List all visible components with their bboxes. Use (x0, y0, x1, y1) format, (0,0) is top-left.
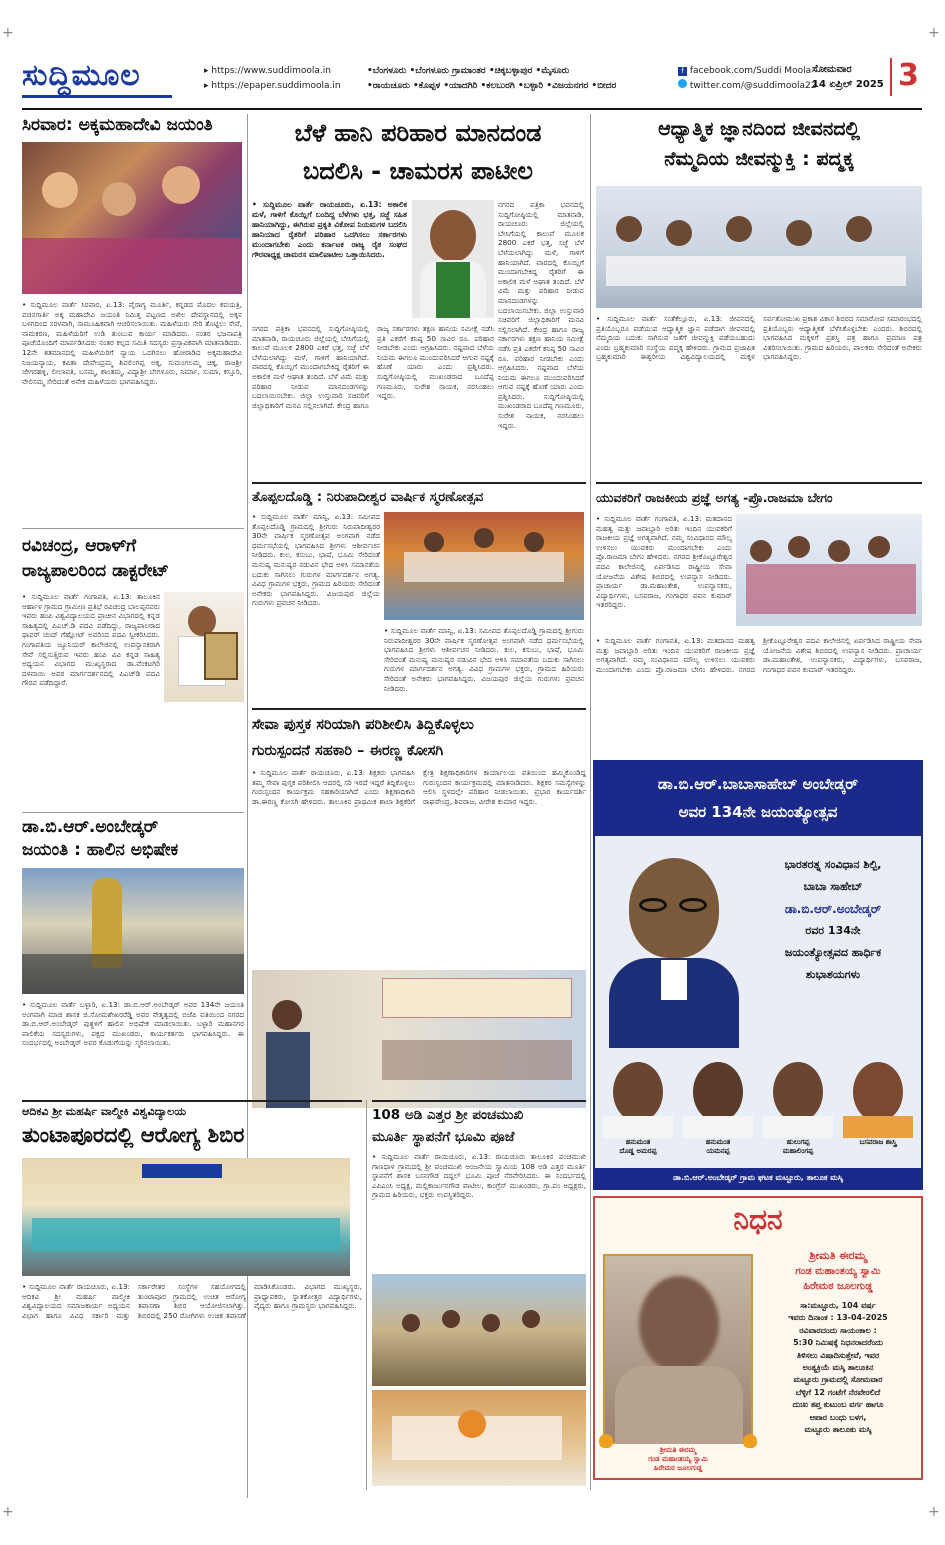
person-photo (412, 200, 494, 318)
website-links (204, 64, 341, 94)
lamp-icon (743, 1434, 757, 1448)
article-akkamahadevi (22, 114, 242, 386)
ad-title-line: ಅವರ 134ನೇ ಜಯಂತ್ಯೋತ್ಸವ (678, 803, 838, 821)
person-name: ಹುಲುಗಪ್ಪ (786, 1138, 810, 1146)
ad-line: ಭಾರತರತ್ನ ಸಂವಿಧಾನ ಶಿಲ್ಪಿ, (784, 858, 882, 871)
website-link[interactable]: ▸ https://www.suddimoola.in (204, 66, 331, 76)
person-photo (164, 592, 244, 702)
section-rule (252, 482, 586, 484)
person-name: ದೊಡ್ಡ ಅಮರಪ್ಪ (619, 1147, 657, 1155)
ad-person (599, 1052, 677, 1164)
section-rule (22, 528, 244, 529)
obit-line: ಬೆಳ್ಳಿಗೆ 12 ಗಂಟೆಗೆ ನೆರವೇರಲಿದೆ (795, 1387, 881, 1397)
headline: ತೊಪ್ಪಲದೊಡ್ಡಿ : ನಿರುಪಾದೀಶ್ವರ ವಾರ್ಷಿಕ ಸ್ಮರಣೋತ್ಸವ (252, 490, 484, 505)
article-body: • ಸುದ್ದಿಮೂಲ ವಾರ್ತೆ ರಾಯಚೂರು, ಏ.13: ರಾಯಚೂರು ತಾಲೂಕಿನ ಪಂಚಮುಖಿ ಗಾಣಧಾಳ ಗ್ರಾಮದಲ್ಲಿ ಶ್ರೀ ಪಂಚಮುಖಿ ಆಂಜನೇಯ ಸ್ವಾಮಿಯ 108 ಅಡಿ ಎತ್ತರ ಮೂರ್ತಿ ಸ್ಥಾಪನೆಗೆ ಶಾಸಕ ಬಸನಗೌಡ ದದ್ದಲ್ ಭೂಮಿ ಪೂಜೆ ನೆರವೇರಿಸಿದರು. ಈ ಸಂದರ್ಭದಲ್ಲಿ ಎಪಿಎಂಸಿ ಅಧ್ಯಕ್ಷ, ಮಲ್ಲಿಕಾರ್ಜುನಗೌಡ ಪಾಟೀಲ, ಕಾಂಗ್ರೆಸ್ ಮುಖಂಡರು, ಗ್ರಾ.ಪಂ ಅಧ್ಯಕ್ಷರು, ಗ್ರಾಮದ ಹಿರಿಯರು, ಭಕ್ತರು ಉಪಸ್ಥಿತರಿದ್ದರು. (372, 1152, 586, 1200)
person-name: ಯಮನಪ್ಪ (706, 1147, 730, 1155)
article-body: • ಸುದ್ದಿಮೂಲ ವಾರ್ತೆ ರಾಯಚೂರು, ಏ.13: ಆದಿಕವಿ ಶ್ರೀ ಮಹರ್ಷಿ ವಾಲ್ಮೀಕಿ ವಿಶ್ವವಿದ್ಯಾಲಯದ ಸಮಾಜಕಾರ್ಯ ಅಧ್ಯಯನ ವಿಭಾಗ ಹಾಗೂ ವಿವಿಧ ಸರ್ಕಾರಿ ಮತ್ತು ಸರ್ಕಾರೇತರ ಸಂಸ್ಥೆಗಳ ಸಹಯೋಗದಲ್ಲಿ ತುಂಟಾಪೂರ ಗ್ರಾಮದಲ್ಲಿ ಉಚಿತ ಆರೋಗ್ಯ ತಪಾಸಣಾ ಶಿಬಿರ ಆಯೋಜಿಸಲಾಗಿತ್ತು. ಶಿಬಿರದಲ್ಲಿ 250 ರೋಗಿಗಳು ಉಚಿತ ತಪಾಸಣೆ ಮಾಡಿಸಿಕೊಂಡರು. ವಿಭಾಗದ ಮುಖ್ಯಸ್ಥರು, ಪ್ರಾಧ್ಯಾಪಕರು, ಸ್ನಾತಕೋತ್ತರ ವಿದ್ಯಾರ್ಥಿಗಳು, ವೈದ್ಯರು ಹಾಗೂ ಗ್ರಾಮಸ್ಥರು ಭಾಗವಹಿಸಿದ್ದರು. (22, 1282, 362, 1320)
article-body: • ಸುದ್ದಿಮೂಲ ವಾರ್ತೆ ಸಂತೆಕೆಲ್ಲೂರು, ಏ.13: ಜೀವನದಲ್ಲಿ ಪ್ರತಿಯೊಬ್ಬರೂ ಪಡೆಯುವ ಆಧ್ಯಾತ್ಮಿಕ ಜ್ಞಾನ ಪಡೆದಾಗ ಜೀವನದಲ್ಲಿ ನೆಮ್ಮದಿಯ ಬದುಕು ಸಾಗಿಸುವ ಜತೆಗೆ ಜೀವನ್ಮುಕ್ತಿ ಪಡೆಯಬಹುದು ಎಂದು ಬ್ರಹ್ಮಕುಮಾರಿ ಸಂಸ್ಥೆಯ ಪದ್ಮಕ್ಕ ಹೇಳಿದರು. ಗ್ರಾಮದ ಪ್ರಜಾಪಿತ ಬ್ರಹ್ಮಕುಮಾರಿ ಈಶ್ವರೀಯ ವಿಶ್ವವಿದ್ಯಾಲಯದಲ್ಲಿ ಮಕ್ಕಳ ಸರ್ವತೋಮುಖ ಪ್ರಕಾಶ ವಿಕಾಸ ಶಿಬಿರದ ಸಮಾರೋಪ ಸಮಾರಂಭದಲ್ಲಿ ಪ್ರತಿಯೊಬ್ಬರು ಆಧ್ಯಾತ್ಮಿಕತೆ ಬೆಳೆಸಿಕೊಳ್ಳಬೇಕು ಎಂದರು. ಶಿಬಿರದಲ್ಲಿ ಭಾಗವಹಿಸಿದ ಮಕ್ಕಳಿಗೆ ಪ್ರಶಸ್ತಿ ಪತ್ರ ಹಾಗೂ ಪ್ರಮಾಣ ಪತ್ರ ವಿತರಿಸಲಾಯಿತು. ಗ್ರಾಮದ ಹಿರಿಯರು, ಪಾಲಕರು ಸೇರಿದಂತೆ ಅನೇಕರು ಭಾಗವಹಿಸಿದ್ದರು. (596, 314, 922, 362)
article-body: • ಸುದ್ದಿಮೂಲ ವಾರ್ತೆ ಗಂಗಾವತಿ, ಏ.13: ಮತದಾನದ ಮಹತ್ವ ಮತ್ತು ಜವಾಬ್ದಾರಿ ಅರಿತು ಇಂದಿನ ಯುವಕರಿಗೆ ರಾಜಕೀಯ ಪ್ರಜ್ಞೆ ಅಗತ್ಯವಾಗಿದೆ. ನಮ್ಮ ಸಂವಿಧಾನದ ಮೌಲ್ಯ ಉಳಿಸಲು ಯುವಕರು ಮುಂದಾಗಬೇಕು ಎಂದು ಪ್ರೊ.ರಾಜಮಾ ಬೇಗಂ ಹೇಳಿದರು. ನಗರದ ಶ್ರೀಕೊಟ್ಟೂರೇಶ್ವರ ಪದವಿ ಕಾಲೇಜಿನಲ್ಲಿ ಏರ್ಪಡಿಸಿದ ರಾಷ್ಟ್ರೀಯ ಸೇವಾ ಯೋಜನೆಯ ವಿಶೇಷ ಶಿಬಿರದಲ್ಲಿ ಉಪನ್ಯಾಸ ನೀಡಿದರು. ಪ್ರಾಚಾರ್ಯ ಡಾ.ಮಹಾಂತೇಶ, ಉಪನ್ಯಾಸಕರು, ವಿದ್ಯಾರ್ಥಿಗಳು, ಬಸವರಾಜ, ಗಂಗಾಧರ ಪವನ ಕುಮಾರ್ ಇತರರಿದ್ದರು. (596, 636, 922, 674)
article-toppaladoddi (252, 488, 586, 693)
ambedkar-portrait (599, 848, 749, 1048)
ad-person (759, 1052, 837, 1164)
article-lead: • ಸುದ್ದಿಮೂಲ ವಾರ್ತೆ ರಾಯಚೂರು, ಏ.13: ಅಕಾಲಿಕ ಮಳೆ, ಗಾಳಿಗೆ ಕೊಯ್ಲಿಗೆ ಬಂದಿದ್ದ ಬೆಳೆಗಳು ಭತ್ತ, ಸಜ್ಜೆ ಸಹಿತ ಹಾನಿಯಾಗಿದ್ದು, ಈಗಿರುವ ಪ್ರಕೃತಿ ವಿಕೋಪ ನಿಯಮಗಳ ಬದಲಿಸಿ ಹಾನಿಯಾದ ರೈತರಿಗೆ ಪರಿಹಾರ ಒದಗಿಸಲು ಸರ್ಕಾರಗಳು ಮುಂದಾಗಬೇಕು ಎಂದು ಕರ್ನಾಟಕ ರಾಜ್ಯ ರೈತ ಸಂಘದ ಗೌರವಾಧ್ಯಕ್ಷ ಚಾಮರಸ ಮಾಲಿಪಾಟೀಲ ಒತ್ತಾಯಿಸಿದರು. (252, 200, 407, 259)
headline (252, 114, 584, 190)
facebook-link[interactable]: f facebook.com/Suddi Moola (678, 64, 816, 79)
ad-line: ಬಾಬಾ ಸಾಹೇಬ್ (803, 880, 863, 893)
section-rule (372, 1100, 586, 1102)
article-panchamukhi (372, 1104, 586, 1200)
event-photo (372, 1274, 586, 1386)
article-belehani (252, 114, 584, 430)
event-photo (22, 868, 244, 994)
issue-day: ಸೋಮವಾರ (812, 64, 852, 75)
obituary-name (757, 1248, 919, 1294)
obit-line: ಮಟ್ಟೂರು ತಾಲೂಕು ಮಸ್ಕಿ (804, 1425, 872, 1435)
header-rule (22, 108, 922, 110)
section-rule (252, 708, 586, 710)
headline-line: ಮೂರ್ತಿ ಸ್ಥಾಪನೆಗೆ ಭೂಮಿ ಪೂಜೆ (372, 1129, 515, 1145)
obit-line: ಆಪಾರ ಬಂಧು ಬಳಗ, (809, 1412, 867, 1422)
person-name: ಹನುಮಂತ (625, 1138, 651, 1146)
article-seva (252, 712, 586, 806)
column-rule (590, 114, 591, 1490)
headline (252, 712, 586, 764)
headline (22, 816, 244, 862)
obit-line: ದುಃಖ ತಪ್ತ ಕುಟುಂಬ ವರ್ಗ ಹಾಗೂ (792, 1400, 884, 1410)
article-ambedkar-abhisheka (22, 816, 244, 1048)
photo-caption (613, 1446, 743, 1473)
article-body-right: • ಸುದ್ದಿಮೂಲ ವಾರ್ತೆ ಮಾನ್ವಿ, ಏ.13: ಸಮೀಪದ ತೊಪ್ಪಲದೊಡ್ಡಿ ಗ್ರಾಮದಲ್ಲಿ ಶ್ರೀಗುರು ನಿರುಪಾದೀಶ್ವರರ 30ನೇ ವಾರ್ಷಿಕ ಸ್ಮರಣೋತ್ಸವ ಅಂಗವಾಗಿ ನಡೆದ ಧರ್ಮಸಭೆಯಲ್ಲಿ ಭಾಗವಹಿಸಿದ ಶ್ರೀಗಳು ಆಶೀರ್ವಚನ ನೀಡಿದರು. ಕುಲ, ಕಸುಬು, ಭಾಷೆ, ಭೂಮಿ ಸೇರಿದಂತೆ ಮನುಷ್ಯ ಮನುಷ್ಯರ ನಡುವಿನ ಭೇದ ಅಳಿಸಿ ಸಮಾನತೆಯ ಬದುಕು ಸಾಗಿಸಲು ಗುರುಗಳ ಮಾರ್ಗದರ್ಶನ ಅಗತ್ಯ. ವಿವಿಧ ಗ್ರಾಮಗಳ ಭಕ್ತರು, ಗ್ರಾಮದ ಹಿರಿಯರು ಸೇರಿದಂತೆ ಅನೇಕರು ಭಾಗವಹಿಸಿದ್ದರು. ವಿಜಯಪುರ ಜಿಲ್ಲೆಯ ಗುರುಗಳು ಪ್ರವಚನ ನೀಡಿದರು. (384, 626, 584, 693)
event-photo (22, 142, 242, 294)
headline-line: ರವಿಚಂದ್ರ, ಆರಾಳ್‌ಗೆ (22, 536, 137, 556)
article-body-left: • ಸುದ್ದಿಮೂಲ ವಾರ್ತೆ ಗಂಗಾವತಿ, ಏ.13: ತಾಲೂಕಿನ ಆರ್ಹಾಳ ಗ್ರಾಮದ ಗ್ರಾಮೀಣ ಪ್ರತಿಭೆ ರವಿಚಂದ್ರ ಬಾಲಪ್ಪನವರು ಇವರು ಹಂಪಿ ವಿಶ್ವವಿದ್ಯಾಲಯದ ಪ್ರಾಚೀನ ವಿಭಾಗದಲ್ಲಿ ಕನ್ನಡ ಸಾಹಿತ್ಯದಲ್ಲಿ ಪಿಎಚ್.ಡಿ ಪದವಿ ಪಡೆದಿದ್ದು, ರಾಜ್ಯಪಾಲರಾದ ಥಾವರ್ ಚಂದ್ ಗೆಹ್ಲೋಟ್ ಅವರಿಂದ ಪದವಿ ಸ್ವೀಕರಿಸಿದರು. ಗಂಗಾವತಿಯ ಜ್ಯೂನಿಯರ್ ಕಾಲೇಜಿನಲ್ಲಿ ಉಪನ್ಯಾಸಕರಾಗಿ ಸೇವೆ ಸಲ್ಲಿಸುತ್ತಿರುವ ಇವರು ಹಂಪಿ ವಿವಿ ಕನ್ನಡ ಸಾಹಿತ್ಯ ಅಧ್ಯಯನ ವಿಭಾಗದ ಮುಖ್ಯಸ್ಥರಾದ ಡಾ.ವೆಂಕಟಗಿರಿ ದಳವಾಯಿ ಅವರ ಮಾರ್ಗದರ್ಶನದಲ್ಲಿ ಪಿಎಚ್‌ಡಿ ಪದವಿ ಗೌರವ ಪಡೆದಿದ್ದಾರೆ. (22, 592, 160, 688)
headline: ತುಂಟಾಪೂರದಲ್ಲಿ ಆರೋಗ್ಯ ಶಿಬಿರ (22, 1123, 245, 1147)
headline (22, 534, 244, 584)
headline-line: ಬೆಳೆ ಹಾನಿ ಪರಿಹಾರ ಮಾನದಂಡ (294, 119, 542, 147)
article-body: • ಸುದ್ದಿಮೂಲ ವಾರ್ತೆ ರಾಯಚೂರು, ಏ.13: ಶಿಕ್ಷಕರು ಭಾಗವಹಿಸಿ ತಮ್ಮ ಸೇವಾ ಪುಸ್ತಕ ಪರಿಶೀಲಿಸಿ ಆದರಲ್ಲಿ ಸರಿ ಇರದೆ ಇದ್ದರೆ ತಿದ್ದಿಕೊಳ್ಳಲು ಗುರುಸ್ಪಂದನ ಕಾರ್ಯಕ್ರಮ ಸಹಕಾರಿಯಾಗಿದೆ ಎಂದು ಶಿಕ್ಷಣಾಧಿಕಾರಿ ಡಾ.ಈರಣ್ಣ ಕೋಸಗಿ ಹೇಳಿದರು. ತಾಲೂಕಿನ ಪ್ರಾಥಮಿಕ ಶಾಲಾ ಶಿಕ್ಷಕರಿಗೆ ಕ್ಷೇತ್ರ ಶಿಕ್ಷಣಾಧಿಕಾರಿಗಳ ಕಾರ್ಯಾಲಯ ವತಿಯಿಂದ ಹಮ್ಮಿಕೊಂಡಿದ್ದ ಗುರುಸ್ಪಂದನ ಕಾರ್ಯಕ್ರಮದಲ್ಲಿ ಮಾತನಾಡಿದರು. ಶಿಕ್ಷಕರ ಸಮಸ್ಯೆಗಳನ್ನು ಆಲಿಸಿ ಸ್ಥಳದಲ್ಲೇ ಪರಿಹಾರ ನೀಡಲಾಯಿತು. ಪ್ರಭಾರ ಕಾರ್ಯದರ್ಶಿ ರಾಘವೇಂದ್ರ, ಶಿವರಾಜ, ವೀರೇಶ ಕುಮಾರ ಇದ್ದರು. (252, 768, 586, 806)
twitter-icon (678, 79, 687, 88)
lamp-icon (599, 1434, 613, 1448)
headline: ಸಿರವಾರ: ಅಕ್ಕಮಹಾದೇವಿ ಜಯಂತಿ (22, 115, 213, 135)
deceased-photo (603, 1254, 753, 1444)
section-rule (22, 1100, 362, 1102)
headline-line: ಆಧ್ಯಾತ್ಮಿಕ ಜ್ಞಾನದಿಂದ ಜೀವನದಲ್ಲಿ (658, 118, 860, 140)
husband-name: ಗಂಡ ಮಹಾಂತಯ್ಯ ಸ್ವಾಮಿ (795, 1266, 881, 1277)
headline (372, 1104, 586, 1148)
headline: ಯುವಕರಿಗೆ ರಾಜಕೀಯ ಪ್ರಜ್ಞೆ ಅಗತ್ಯ -ಪ್ರೊ.ರಾಜಮಾ ಬೇಗಂ (596, 490, 833, 505)
headline-line: ನೆಮ್ಮದಿಯ ಜೀವನ್ಮುಕ್ತಿ : ಪದ್ಮಕ್ಕ (664, 148, 854, 170)
obituary-text (757, 1300, 919, 1436)
crop-mark: + (928, 1504, 940, 1520)
ad-title (595, 762, 921, 836)
caption-line: ಹಿರೇಮಠ ಜೂಲಗುಡ್ಡ (653, 1464, 703, 1472)
event-photo (596, 186, 922, 308)
obit-line: ಮಟ್ಟೂರು ಗ್ರಾಮದಲ್ಲಿ ಸೋಮವಾರ (793, 1375, 883, 1385)
event-photo (22, 1158, 350, 1276)
article-body-left: • ಸುದ್ದಿಮೂಲ ವಾರ್ತೆ ಮಾನ್ವಿ, ಏ.13: ಸಮೀಪದ ತೊಪ್ಪಲದೊಡ್ಡಿ ಗ್ರಾಮದಲ್ಲಿ ಶ್ರೀಗುರು ನಿರುಪಾದೀಶ್ವರರ 30ನೇ ವಾರ್ಷಿಕ ಸ್ಮರಣೋತ್ಸವ ಅಂಗವಾಗಿ ನಡೆದ ಧರ್ಮಸಭೆಯಲ್ಲಿ ಭಾಗವಹಿಸಿದ ಶ್ರೀಗಳು ಆಶೀರ್ವಚನ ನೀಡಿದರು. ಕುಲ, ಕಸುಬು, ಭಾಷೆ, ಭೂಮಿ ಸೇರಿದಂತೆ ಮನುಷ್ಯ ಮನುಷ್ಯರ ನಡುವಿನ ಭೇದ ಅಳಿಸಿ ಸಮಾನತೆಯ ಬದುಕು ಸಾಗಿಸಲು ಗುರುಗಳ ಮಾರ್ಗದರ್ಶನ ಅಗತ್ಯ. ವಿವಿಧ ಗ್ರಾಮಗಳ ಭಕ್ತರು, ಗ್ರಾಮದ ಹಿರಿಯರು ಸೇರಿದಂತೆ ಅನೇಕರು ಭಾಗವಹಿಸಿದ್ದರು. ವಿಜಯಪುರ ಜಿಲ್ಲೆಯ ಗುರುಗಳು ಪ್ರವಚನ ನೀಡಿದರು. (252, 512, 380, 608)
article-body: ನಗರದ ಪತ್ರಿಕಾ ಭವನದಲ್ಲಿ ಸುದ್ದಿಗೋಷ್ಠಿಯಲ್ಲಿ ಮಾತನಾಡಿ, ರಾಯಚೂರು ಜಿಲ್ಲೆಯಲ್ಲಿ ಬೇಸಿಗೆಯಲ್ಲಿ ಕಾಲುವೆ ಮೂಲಕ 2800 ಎಕರೆ ಭತ್ತ, ಸಜ್ಜೆ ಬೆಳೆ ಬೆಳೆಯಲಾಗಿದ್ದು ಮಳೆ, ಗಾಳಿಗೆ ಹಾನಿಯಾಗಿದೆ. ವಾರದಲ್ಲಿ ಕೊಯ್ಲಿಗೆ ಮುಂದಾಗಬೇಕಿದ್ದ ರೈತರಿಗೆ ಈ ಅಕಾಲಿಕ ಮಳೆ ಆಘಾತ ತಂದಿದೆ. ಬೆಳೆ ವಿಮೆ ಮತ್ತು ಪರಿಹಾರ ನೀಡುವ ಮಾನದಂಡಗಳನ್ನು ಬದಲಾಯಿಸಬೇಕು. ಜಿಲ್ಲಾ ಉಸ್ತುವಾರಿ ಸಚಿವರಿಗೆ ಜಿಲ್ಲಾಧಿಕಾರಿಗೆ ಮನವಿ ಸಲ್ಲಿಸಲಾಗಿದೆ. ಕೇಂದ್ರ ಹಾಗೂ ರಾಜ್ಯ ಸರ್ಕಾರಗಳು ತಕ್ಷಣ ಹಾನಿಯ ಸಮೀಕ್ಷೆ ನಡೆಸಿ ಪ್ರತಿ ಎಕರೆಗೆ ಕನಿಷ್ಠ 50 ಸಾವಿರ ರೂ. ಪರಿಹಾರ ನೀಡಬೇಕು ಎಂದು ಆಗ್ರಹಿಸಿದರು. ನಷ್ಟವಾದ ಬೆಳೆಯ ನಿಯಮ ಈಗಲೂ ಮುಂದುವರಿಸಿದರೆ ಆಗುವ ನಷ್ಟಕ್ಕೆ ಹೊಣೆ ಯಾರು ಎಂದು ಪ್ರಶ್ನಿಸಿದರು. ಸುದ್ದಿಗೋಷ್ಠಿಯಲ್ಲಿ ಮುಖಂಡರಾದ ಬೂದೆಪ್ಪ ಗಣಮೂರು, ಸುರೇಶ ನಾಯಕ, ನರಸಿಂಹಲು ಇದ್ದರು. (252, 324, 494, 410)
headline-line: ಸೇವಾ ಪುಸ್ತಕ ಸರಿಯಾಗಿ ಪರಿಶೀಲಿಸಿ ತಿದ್ದಿಕೊಳ್ಳಲು (252, 717, 474, 733)
ad-title-line: ಡಾ.ಬಿ.ಆರ್.ಬಾಬಾಸಾಹೇಬ್ ಅಂಬೇಡ್ಕರ್ (657, 775, 859, 793)
headline (596, 114, 922, 174)
ad-person (839, 1052, 917, 1164)
place-name: ಹಿರೇಮಠ ಜೂಲಗುಡ್ಡ (803, 1281, 873, 1292)
social-links (678, 64, 816, 94)
district-list (367, 64, 667, 94)
obit-line: ಇವರು ದಿನಾಂಕ : 13-04-2025 (788, 1313, 888, 1323)
epaper-link[interactable]: ▸ https://epaper.suddimoola.in (204, 81, 341, 91)
person-name: ಮಹಾಲಿಂಗಪ್ಪ (782, 1147, 814, 1155)
section-rule (22, 812, 244, 813)
crop-mark: + (2, 25, 14, 41)
issue-date-text: 14 ಏಪ್ರಿಲ್ 2025 (812, 79, 884, 90)
ad-message (745, 854, 921, 986)
issue-date (812, 62, 884, 92)
headline-line: ಡಾ.ಬಿ.ಆರ್.ಅಂಬೇಡ್ಕರ್ (22, 817, 159, 837)
article-body-left: • ಸುದ್ದಿಮೂಲ ವಾರ್ತೆ ಗಂಗಾವತಿ, ಏ.13: ಮತದಾನದ ಮಹತ್ವ ಮತ್ತು ಜವಾಬ್ದಾರಿ ಅರಿತು ಇಂದಿನ ಯುವಕರಿಗೆ ರಾಜಕೀಯ ಪ್ರಜ್ಞೆ ಅಗತ್ಯವಾಗಿದೆ. ನಮ್ಮ ಸಂವಿಧಾನದ ಮೌಲ್ಯ ಉಳಿಸಲು ಯುವಕರು ಮುಂದಾಗಬೇಕು ಎಂದು ಪ್ರೊ.ರಾಜಮಾ ಬೇಗಂ ಹೇಳಿದರು. ನಗರದ ಶ್ರೀಕೊಟ್ಟೂರೇಶ್ವರ ಪದವಿ ಕಾಲೇಜಿನಲ್ಲಿ ಏರ್ಪಡಿಸಿದ ರಾಷ್ಟ್ರೀಯ ಸೇವಾ ಯೋಜನೆಯ ವಿಶೇಷ ಶಿಬಿರದಲ್ಲಿ ಉಪನ್ಯಾಸ ನೀಡಿದರು. ಪ್ರಾಚಾರ್ಯ ಡಾ.ಮಹಾಂತೇಶ, ಉಪನ್ಯಾಸಕರು, ವಿದ್ಯಾರ್ಥಿಗಳು, ಬಸವರಾಜ, ಗಂಗಾಧರ ಪವನ ಕುಮಾರ್ ಇತರರಿದ್ದರು. (596, 514, 732, 610)
section-rule (596, 482, 922, 484)
article-body-right: ನಗರದ ಪತ್ರಿಕಾ ಭವನದಲ್ಲಿ ಸುದ್ದಿಗೋಷ್ಠಿಯಲ್ಲಿ ಮಾತನಾಡಿ, ರಾಯಚೂರು ಜಿಲ್ಲೆಯಲ್ಲಿ ಬೇಸಿಗೆಯಲ್ಲಿ ಕಾಲುವೆ ಮೂಲಕ 2800 ಎಕರೆ ಭತ್ತ, ಸಜ್ಜೆ ಬೆಳೆ ಬೆಳೆಯಲಾಗಿದ್ದು ಮಳೆ, ಗಾಳಿಗೆ ಹಾನಿಯಾಗಿದೆ. ವಾರದಲ್ಲಿ ಕೊಯ್ಲಿಗೆ ಮುಂದಾಗಬೇಕಿದ್ದ ರೈತರಿಗೆ ಈ ಅಕಾಲಿಕ ಮಳೆ ಆಘಾತ ತಂದಿದೆ. ಬೆಳೆ ವಿಮೆ ಮತ್ತು ಪರಿಹಾರ ನೀಡುವ ಮಾನದಂಡಗಳನ್ನು ಬದಲಾಯಿಸಬೇಕು. ಜಿಲ್ಲಾ ಉಸ್ತುವಾರಿ ಸಚಿವರಿಗೆ ಜಿಲ್ಲಾಧಿಕಾರಿಗೆ ಮನವಿ ಸಲ್ಲಿಸಲಾಗಿದೆ. ಕೇಂದ್ರ ಹಾಗೂ ರಾಜ್ಯ ಸರ್ಕಾರಗಳು ತಕ್ಷಣ ಹಾನಿಯ ಸಮೀಕ್ಷೆ ನಡೆಸಿ ಪ್ರತಿ ಎಕರೆಗೆ ಕನಿಷ್ಠ 50 ಸಾವಿರ ರೂ. ಪರಿಹಾರ ನೀಡಬೇಕು ಎಂದು ಆಗ್ರಹಿಸಿದರು. ನಷ್ಟವಾದ ಬೆಳೆಯ ನಿಯಮ ಈಗಲೂ ಮುಂದುವರಿಸಿದರೆ ಆಗುವ ನಷ್ಟಕ್ಕೆ ಹೊಣೆ ಯಾರು ಎಂದು ಪ್ರಶ್ನಿಸಿದರು. ಸುದ್ದಿಗೋಷ್ಠಿಯಲ್ಲಿ ಮುಖಂಡರಾದ ಬೂದೆಪ್ಪ ಗಣಮೂರು, ಸುರೇಶ ನಾಯಕ, ನರಸಿಂಹಲು ಇದ್ದರು. (498, 200, 584, 430)
obit-line: ರವಿವಾರದಂದು ಸಾಯಂಕಾಲ : (799, 1325, 877, 1335)
ad-people (595, 1052, 921, 1164)
person-name: ಹನುಮಂತ (705, 1138, 731, 1146)
headline-line: 108 ಅಡಿ ಎತ್ತರ ಶ್ರೀ ಪಂಚಮುಖಿ (372, 1107, 524, 1123)
district-line: •ರಾಯಚೂರು •ಕೊಪ್ಪಳ •ಯಾದಗಿರಿ •ಕಲಬುರಗಿ •ಬಳ್ಳಾರಿ •ವಿಜಯನಗರ •ಬೀದರ (367, 81, 617, 91)
obit-line: ಅಂತ್ಯಕ್ರಿಯೆ ಮಸ್ಕಿ ತಾಲೂಕಿನ (802, 1363, 874, 1373)
article-adhyatma (596, 114, 922, 362)
person-name: ಬಸವರಾಜ ಶಾಸ್ತ್ರಿ (859, 1138, 897, 1146)
headline-line: ರಾಜ್ಯಪಾಲರಿಂದ ಡಾಕ್ಟರೇಟ್ (22, 561, 170, 581)
crop-mark: + (928, 25, 940, 41)
ad-line: ರವರ 134ನೇ (805, 924, 861, 937)
ad-footer: ಡಾ.ಬಿ.ಆರ್.ಅಂಬೇಡ್ಕರ್ ಗ್ರಾಮ ಘಟಕ ಮಟ್ಟೂರು, ತಾಲೂಕ ಮಸ್ಕಿ (595, 1168, 921, 1188)
facebook-icon: f (678, 67, 687, 76)
kicker: ಆದಿಕವಿ ಶ್ರೀ ಮಹರ್ಷಿ ವಾಲ್ಮೀಕಿ ವಿಶ್ವವಿದ್ಯಾಲಯ (22, 1105, 187, 1118)
obituary-ad[interactable] (593, 1196, 923, 1480)
masthead (22, 58, 922, 100)
event-photo (384, 512, 584, 620)
article-ravichandra (22, 534, 244, 688)
headline-line: ಗುರುಸ್ಪಂದನೆ ಸಹಕಾರಿ – ಈರಣ್ಣ ಕೋಸಗಿ (252, 743, 444, 759)
obit-line: ಸಾ:ಮಟ್ಟೂರು, 104 ವರ್ಷ (800, 1301, 876, 1310)
ad-line: ಡಾ.ಬಿ.ಆರ್.ಅಂಬೇಡ್ಕರ್ (784, 902, 882, 916)
ad-line: ಶುಭಾಶಯಗಳು (805, 968, 861, 981)
obituary-title: ನಿಧನ (733, 1203, 783, 1236)
crop-mark: + (2, 1504, 14, 1520)
headline-line: ಜಯಂತಿ : ಹಾಲಿನ ಅಭಿಷೇಕ (22, 840, 179, 860)
ad-line: ಜಯಂತ್ಯೋತ್ಸವದ ಹಾರ್ಧಿಕ (784, 946, 882, 959)
article-arogya (22, 1104, 362, 1320)
twitter-link[interactable]: twitter.com/@suddimoola22 (678, 79, 816, 94)
article-yuvakaru (596, 488, 922, 674)
page-number: 3 (890, 58, 920, 96)
caption-line: ಗಂಡ ಮಹಾಂತಯ್ಯ ಸ್ವಾಮಿ (648, 1455, 708, 1463)
newspaper-logo[interactable]: ಸುದ್ದಿಮೂಲ (22, 58, 182, 94)
event-photo (252, 970, 586, 1108)
obit-line: 5:30 ನಿಮಿಷಕ್ಕೆ ನಿಧನರಾದರೆಂದು (793, 1338, 883, 1348)
deceased-name: ಶ್ರೀಮತಿ ಈರಮ್ಮ (809, 1249, 867, 1262)
obit-line: ತಿಳಿಸಲು ವಿಷಾದಿಸುತ್ತೇವೆ, ಇವರ (796, 1350, 880, 1360)
article-body: • ಸುದ್ದಿಮೂಲ ವಾರ್ತೆ ಬಳ್ಳಾರಿ, ಏ.13: ಡಾ.ಬಿ.ಆರ್.ಅಂಬೇಡ್ಕರ್ ಅವರ 134ನೇ ಜಯಂತಿ ಅಂಗವಾಗಿ ಮಾಜಿ ಶಾಸಕ ಜಿ.ಸೋಮಶೇಖರರೆಡ್ಡಿ ಅವರ ನೇತೃತ್ವದಲ್ಲಿ ಬಿಜೆಪಿ ವತಿಯಿಂದ ನಗರದ ಡಾ.ಬಿ.ಆರ್.ಅಂಬೇಡ್ಕರ್ ಪುತ್ಥಳಿಗೆ ಹಾಲಿನ ಅಭಿಷೇಕ ಮಾಡಲಾಯಿತು. ಬಳ್ಳಾರಿ ಮಹಾನಗರ ಪಾಲಿಕೆಯ ಸದಸ್ಯರುಗಳು, ಪಕ್ಷದ ಮುಖಂಡರು, ಕಾರ್ಯಕರ್ತರು ಭಾಗವಹಿಸಿದ್ದರು. ಈ ಸಂದರ್ಭದಲ್ಲಿ ಅಂಬೇಡ್ಕರ್ ಅವರ ಕೊಡುಗೆಯನ್ನು ಸ್ಮರಿಸಲಾಯಿತು. (22, 1000, 244, 1048)
headline-line: ಬದಲಿಸಿ - ಚಾಮರಸ ಪಾಟೀಲ (303, 157, 533, 185)
event-photo (736, 514, 922, 626)
column-rule (366, 1100, 367, 1490)
ad-person (679, 1052, 757, 1164)
district-line: •ಬೆಂಗಳೂರು •ಬೆಂಗಳೂರು ಗ್ರಾಮಾಂತರ •ಚಿಕ್ಕಬಳ್ಳಾಪುರ •ಮೈಸೂರು (367, 66, 570, 76)
caption-line: ಶ್ರೀಮತಿ ಈರಮ್ಮ (659, 1446, 697, 1454)
ambedkar-jayanti-ad[interactable] (593, 760, 923, 1190)
article-body: • ಸುದ್ದಿಮೂಲ ವಾರ್ತೆ ಸಿರವಾರ, ಏ.13: ವೈರಾಗ್ಯ ಮೂರ್ತಿ, ಕನ್ನಡದ ಮೊದಲ ಕವಯತ್ರಿ, ವಚನಗಾರ್ತಿ ಅಕ್ಕ ಮಹಾದೇವಿ ಜಯಂತಿ ನಿಮಿತ್ತ ಪಟ್ಟಣದ ಅಖಿಲ ದೇವಸ್ಥಾನದಲ್ಲಿ ಅಕ್ಕನ ಬಳಗದಿಂದ ಸರಳವಾಗಿ, ಸಾಮೂಹಿಕವಾಗಿ ಆಚರಿಸಲಾಯಿತು. ಮಹಿಳೆಯರು ಸೇರಿ ತೊಟ್ಟಿಲು ಸೇವೆ, ನಾಮಕರಣ, ಮಹಿಳೆಯರಿಗೆ ಉಡಿ ತುಂಬುವ ಕಾರ್ಯ ಮಾಡಿದರು. ನಂತರ ಭಜನಾಪತ್ರಿ ಪೂಜೆಯೊಂದಿಗೆ ಮಾರ್ಪಡಿಸಿದರು ನಂತರ ಕಲ್ಪದ ಸಮಿತಿ ಸದಸ್ಯರು ಪ್ರಸ್ತಾವಿಕವಾಗಿ ಮಾತನಾಡಿದರು. 12ನೇ ಶತಮಾನದಲ್ಲಿ ಮಹಿಳೆಯರಿಗೆ ನ್ಯಾಯ ಒದಗಿಸಲು ಹೋರಾಡಿದ ಅಕ್ಕಮಹಾದೇವಿ ನಿಜಯನ್ಯಾಯ, ಕವಿತಾ ದೇವೇಂದ್ರಮ್ಮ ಶಿವಲಿಂಗಪ್ಪ ಅಕ್ಕ, ಸುಮಂಗಲಮ್ಮ ಚಿಕ್ಕ, ರಾಜಶ್ರೀ ಜೇಗರಹಳ್ಳಿ, ಲೀಲಾವತಿ, ಬಸಮ್ಮ, ಶಾಂತಮ್ಮ, ವಿದ್ಯಾಶ್ರೀ ಬೇಗಳೂರು, ನಿರ್ಮಾ, ಸುಮಾ, ಕಸ್ತೂರಿ, ನೇಲಿಸಮ್ಮ ಸೇರಿದಂತೆ ಅನೇಕ ಮಹಿಳೆಯರು ಭಾಗವಹಿಸಿದ್ದರು. (22, 300, 242, 386)
event-photo (372, 1390, 586, 1486)
